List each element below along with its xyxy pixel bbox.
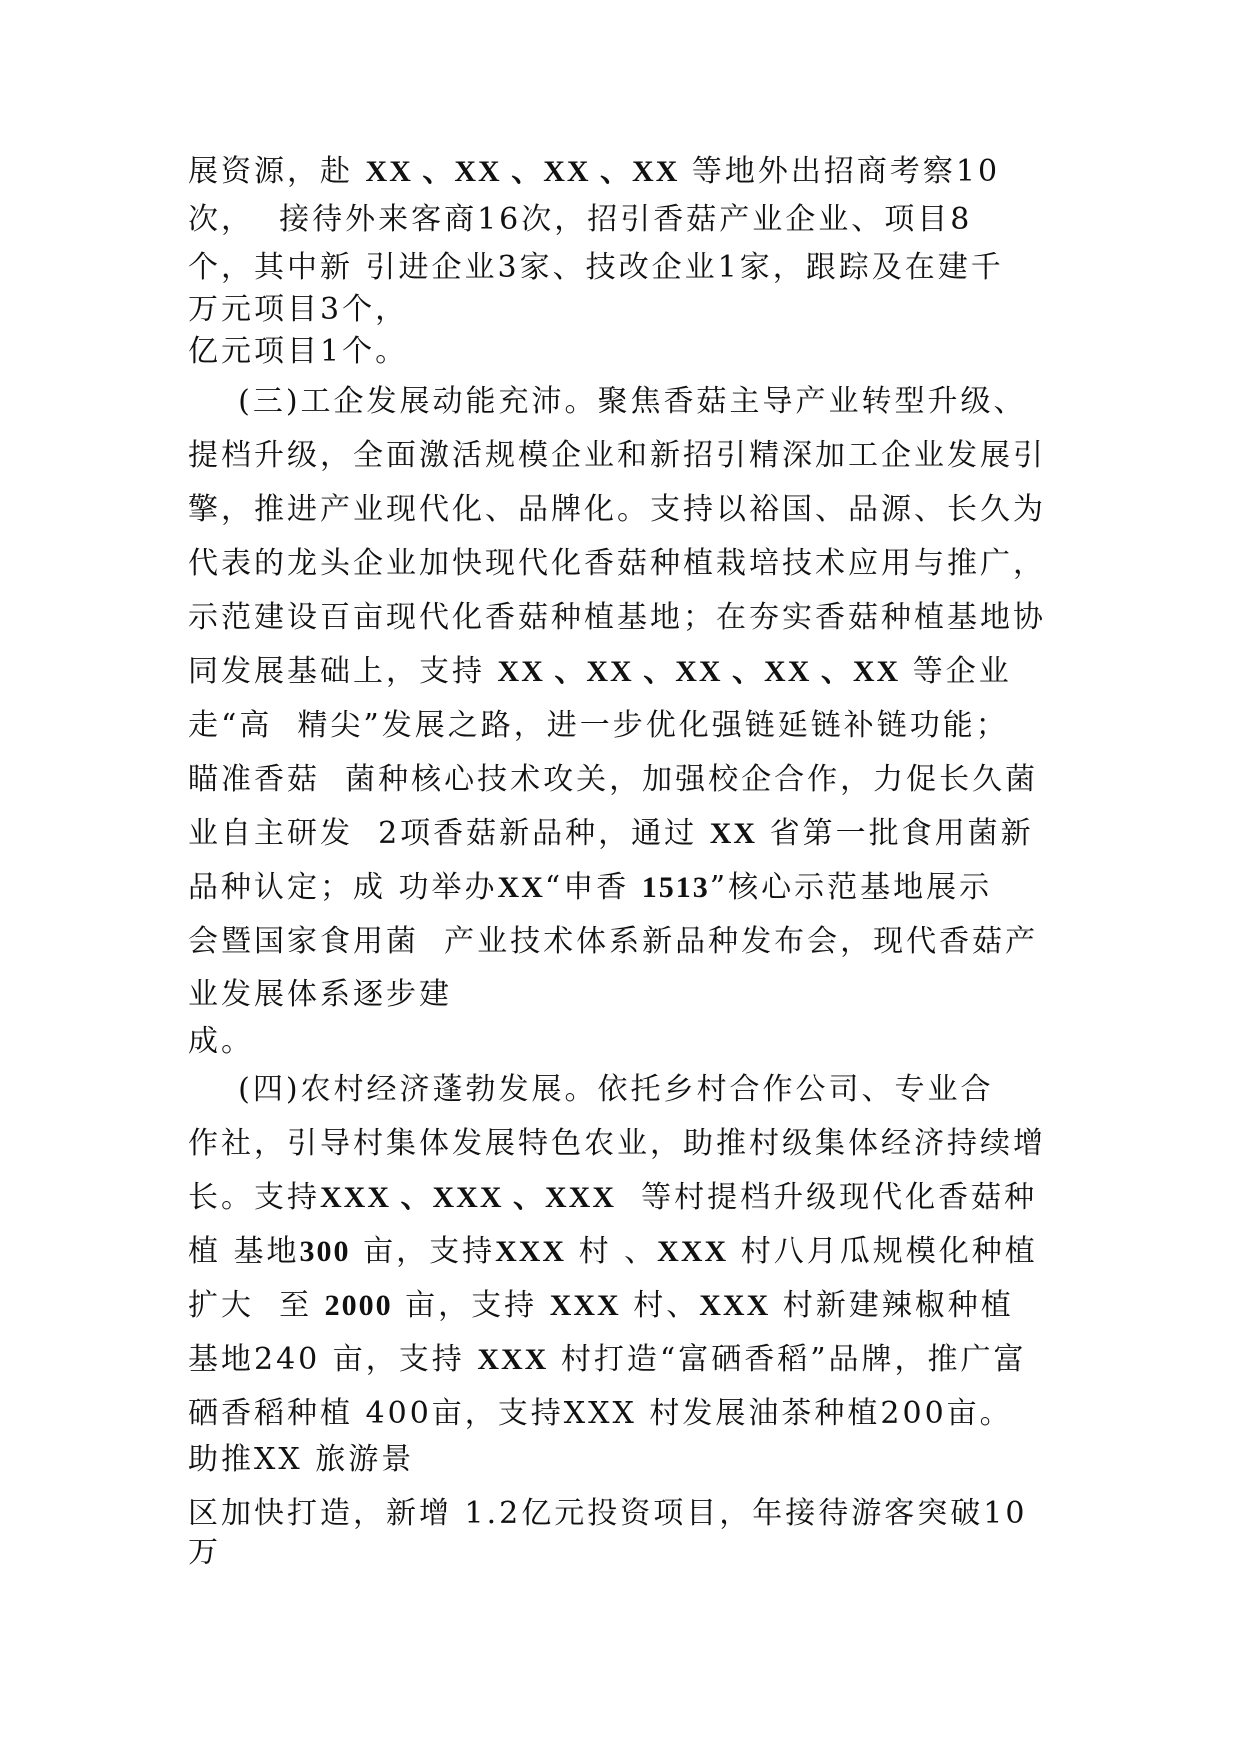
text-run: 走“高 精尖”发展之路，进一步优化强链延链补链功能；: [188, 708, 1009, 743]
text-run: ”核心示范基地展示: [709, 870, 993, 905]
text-run: 示范建设百亩现代化香菇种植基地；在夯实香菇种植基地协: [188, 600, 1046, 635]
text-run: 村新建辣椒种植: [770, 1288, 1014, 1323]
text-run: 长。支持: [188, 1180, 320, 1215]
text-line: [188, 1232, 1038, 1272]
bold-text: XXX: [699, 1289, 771, 1322]
text-line: [188, 1494, 1027, 1534]
bold-text: XXX: [495, 1235, 567, 1268]
text-line: [188, 332, 408, 372]
text-run: 植 基地: [188, 1234, 300, 1269]
text-run: 村、: [620, 1288, 700, 1323]
text-run: 村打造“富硒香稻”品牌，推广富: [548, 1342, 1027, 1377]
text-run: 助推XX 旅游景: [188, 1442, 415, 1477]
bold-text: XXX 、XXX 、XXX: [320, 1181, 616, 1214]
text-line: [188, 1070, 994, 1110]
text-line: [188, 1286, 1014, 1326]
text-line: [188, 490, 1046, 530]
bold-text: XXX: [477, 1343, 549, 1376]
text-line: [188, 922, 1038, 962]
text-line: [188, 1440, 414, 1480]
text-run: 扩大 至: [188, 1288, 325, 1323]
text-run: 会暨国家食用菌 产业技术体系新品种发布会，现代香菇产: [188, 924, 1039, 959]
text-run: 同发展基础上，支持: [188, 654, 498, 689]
text-line: [188, 152, 1000, 192]
text-line: [188, 544, 1046, 584]
text-run: (三)工企发展动能充沛。聚焦香菇主导产业转型升级、: [188, 384, 1027, 419]
text-run: 村八月瓜规模化种植: [728, 1234, 1038, 1269]
bold-text: 2000: [324, 1289, 393, 1322]
text-line: [188, 814, 1034, 854]
text-line: [188, 290, 408, 330]
text-line: [188, 868, 992, 908]
text-run: 提档升级，全面激活规模企业和新招引精深加工企业发展引: [188, 438, 1046, 473]
bold-text: XX: [709, 817, 758, 850]
text-run: 区加快打造，新增 1.2亿元投资项目，年接待游客突破10: [188, 1496, 1028, 1531]
text-run: 瞄准香菇 菌种核心技术攻关，加强校企合作，力促长久菌: [188, 762, 1039, 797]
bold-text: 300: [299, 1235, 351, 1268]
text-run: 业自主研发 2项香菇新品种，通过: [188, 816, 710, 851]
text-line: [188, 1178, 1037, 1218]
text-run: 硒香稻种植 400亩，支持XXX 村发展油茶种植200亩。: [188, 1396, 1013, 1431]
bold-text: XX: [497, 871, 545, 904]
bold-text: XXX: [657, 1235, 729, 1268]
text-line: [188, 598, 1046, 638]
text-run: 代表的龙头企业加快现代化香菇种植栽培技术应用与推广，: [188, 546, 1046, 581]
text-run: 等地外出招商考察10: [679, 154, 1001, 189]
text-run: 品种认定；成 功举办: [188, 870, 498, 905]
text-run: 万元项目3个，: [188, 292, 409, 327]
text-line: [188, 200, 972, 240]
text-run: 亩，支持: [350, 1234, 496, 1269]
text-line: [188, 1533, 221, 1573]
bold-text: XX 、XX 、XX 、XX 、XX: [497, 655, 901, 688]
text-run: 展资源，赴: [188, 154, 366, 189]
text-run: 业发展体系逐步建: [188, 977, 452, 1012]
text-run: 作社，引导村集体发展特色农业，助推村级集体经济持续增: [188, 1126, 1046, 1161]
text-line: [188, 436, 1046, 476]
text-run: 擎，推进产业现代化、品牌化。支持以裕国、品源、长久为: [188, 492, 1046, 527]
text-run: 成。: [188, 1024, 254, 1059]
text-run: 万: [188, 1535, 221, 1570]
text-line: [188, 1394, 1013, 1434]
text-line: [188, 382, 1027, 422]
bold-text: XXX: [549, 1289, 621, 1322]
text-line: [188, 1124, 1046, 1164]
text-run: (四)农村经济蓬勃发展。依托乡村合作公司、专业合: [188, 1072, 994, 1107]
text-run: 次， 接待外来客商16次，招引香菇产业企业、项目8: [188, 202, 973, 237]
text-run: 省第一批食用菌新: [757, 816, 1034, 851]
text-line: [188, 706, 1009, 746]
text-run: “申香: [544, 870, 642, 905]
text-run: 亩，支持: [392, 1288, 550, 1323]
text-run: 等村提档升级现代化香菇种: [616, 1180, 1038, 1215]
text-line: [188, 760, 1038, 800]
text-line: [188, 975, 452, 1015]
text-run: 基地240 亩，支持: [188, 1342, 478, 1377]
bold-text: XX 、XX 、XX 、XX: [365, 155, 680, 188]
text-run: 个，其中新 引进企业3家、技改企业1家，跟踪及在建千: [188, 250, 1004, 285]
text-line: [188, 1022, 254, 1062]
text-run: 村 、: [566, 1234, 658, 1269]
text-run: 亿元项目1个。: [188, 334, 409, 369]
text-line: [188, 1340, 1027, 1380]
bold-text: 1513: [641, 871, 710, 904]
text-line: [188, 248, 1004, 288]
text-line: [188, 652, 1012, 692]
text-run: 等企业: [900, 654, 1012, 689]
